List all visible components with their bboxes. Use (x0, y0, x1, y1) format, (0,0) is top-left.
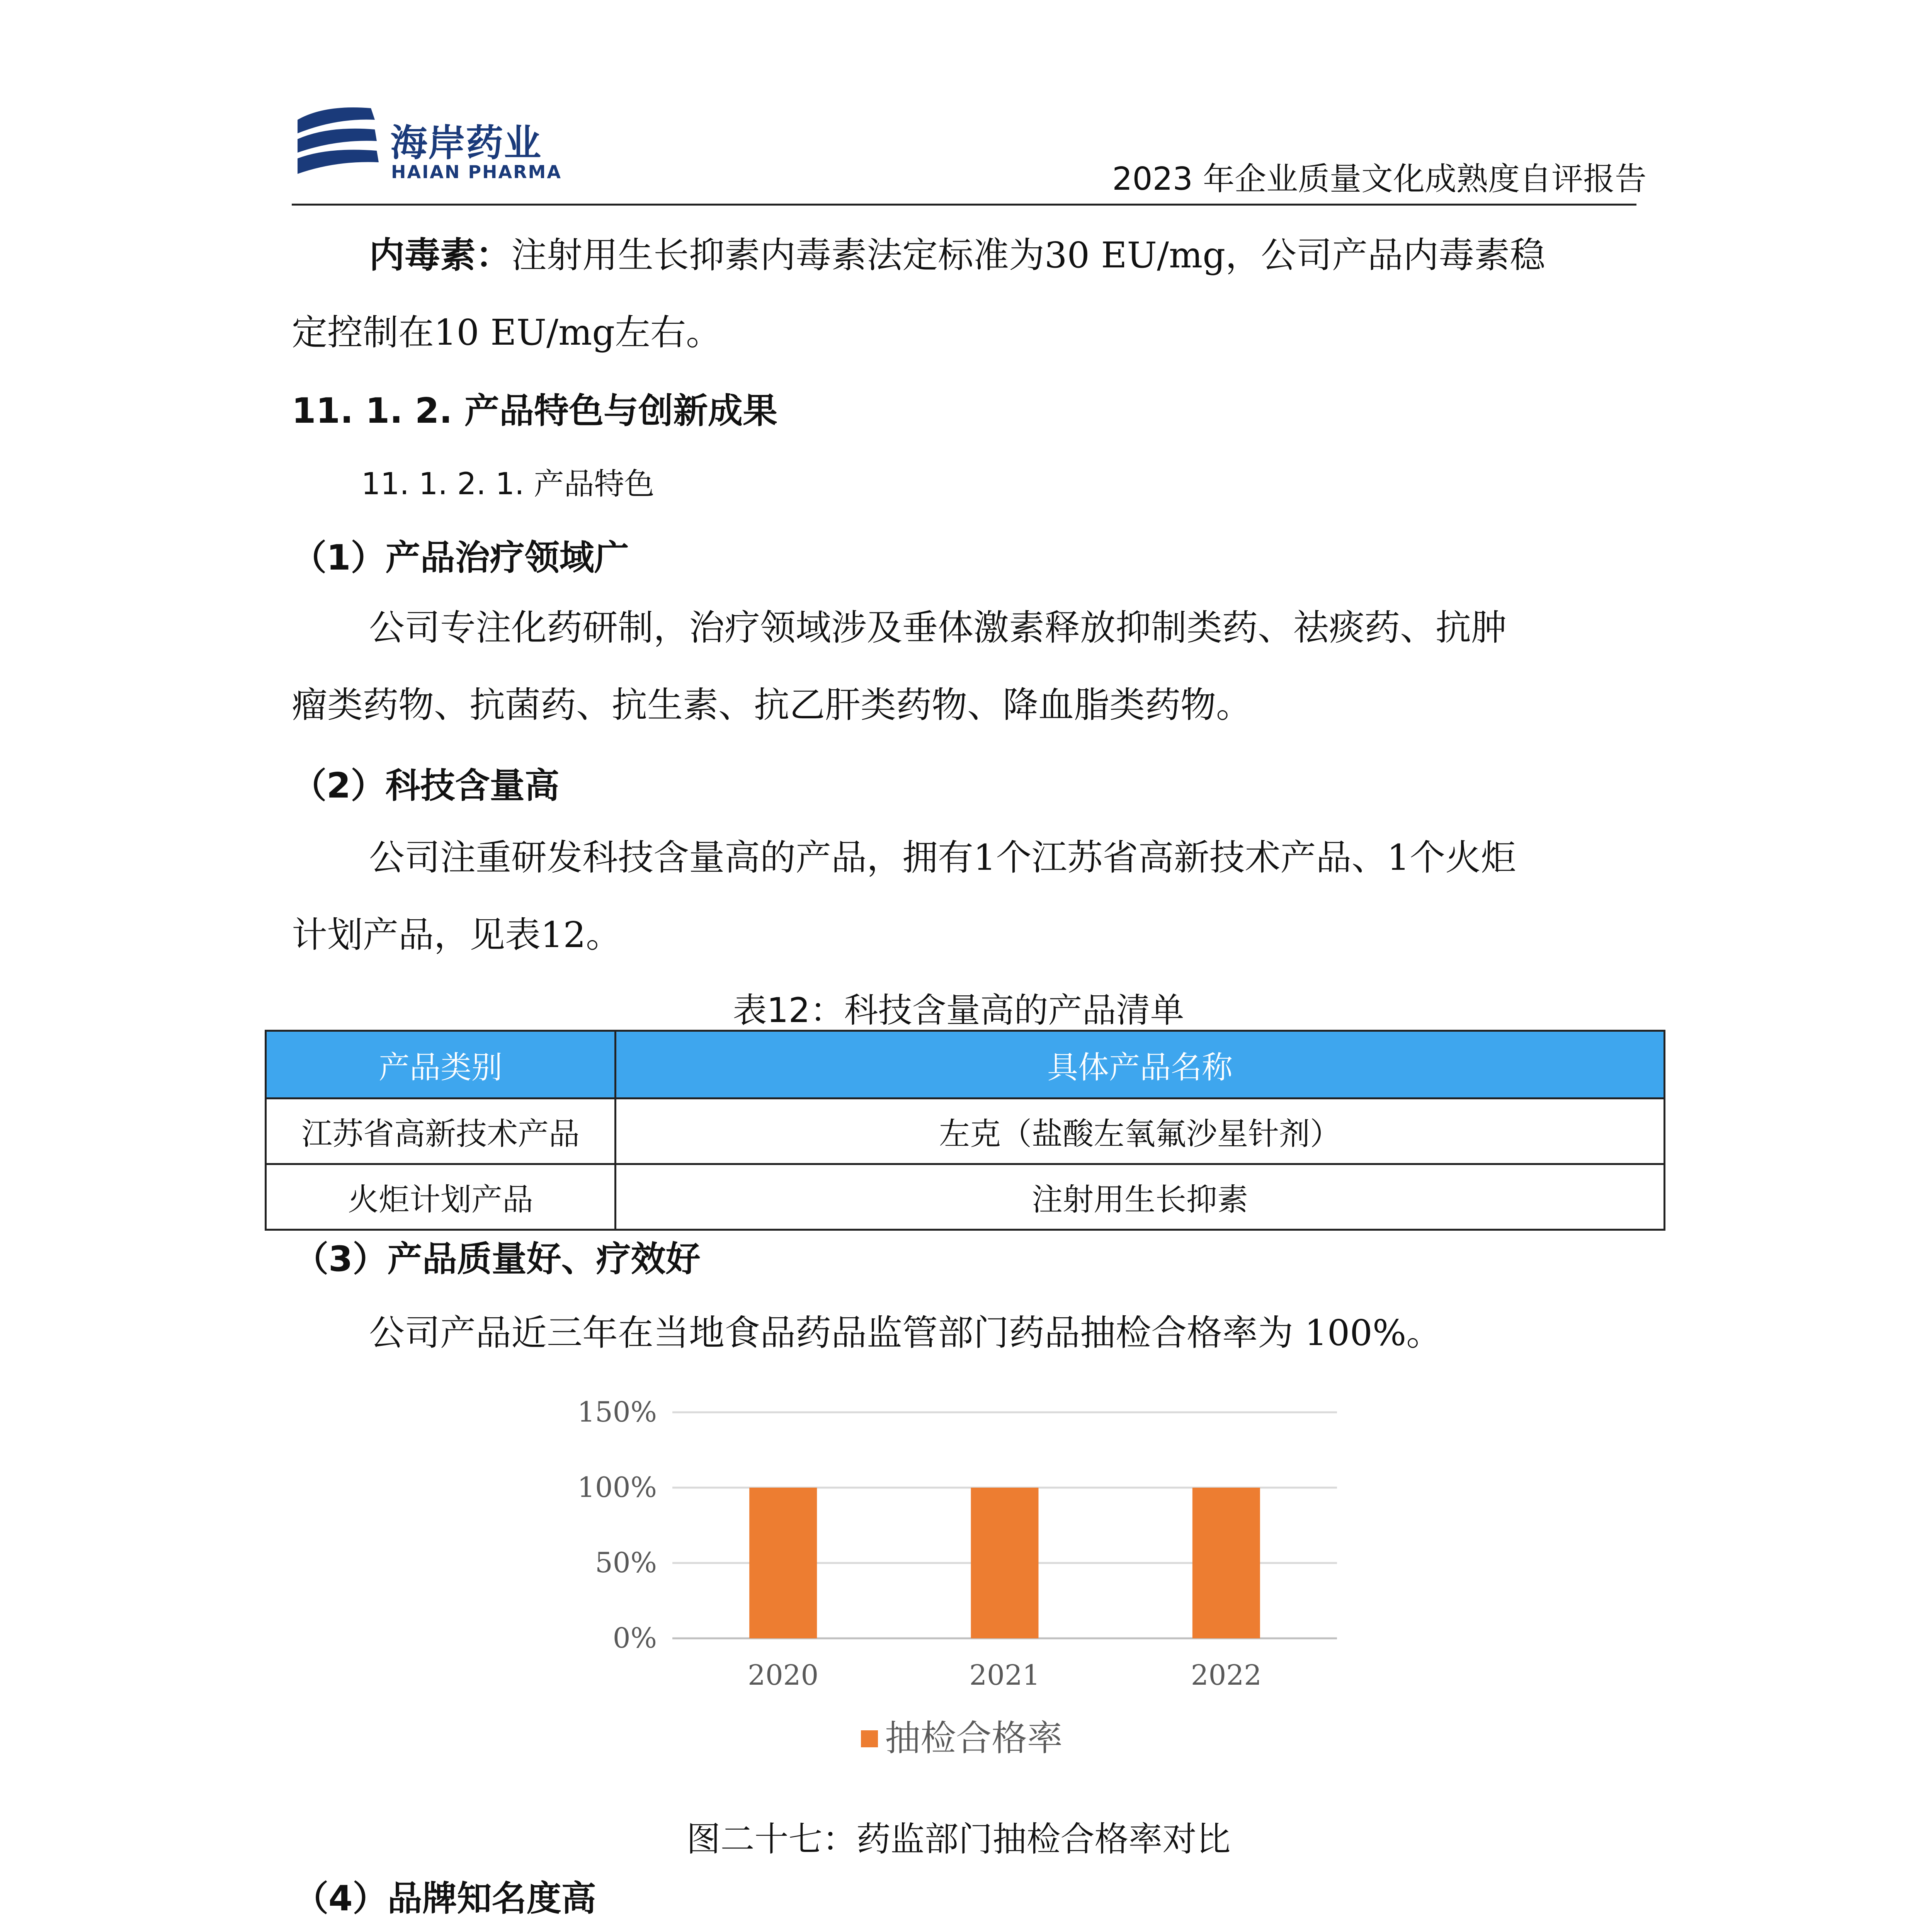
item-3-line1: 公司产品近三年在当地食品药品监管部门药品抽检合格率为 100%。 (369, 1312, 1442, 1354)
item-2-line2: 计划产品，见表12。 (292, 914, 622, 956)
bar-2021 (971, 1488, 1039, 1638)
subsection-heading-11-1-2-1: 11. 1. 2. 1. 产品特色 (361, 467, 655, 502)
table-12-cell: 注射用生长抑素 (616, 1164, 1665, 1230)
x-tick-label: 2021 (969, 1659, 1040, 1691)
bar-2020 (749, 1488, 817, 1638)
item-4-heading: （4）品牌知名度高 (294, 1878, 596, 1919)
y-tick-label: 50% (595, 1546, 657, 1579)
item-2-line1: 公司注重研发科技含量高的产品，拥有1个江苏省高新技术产品、1个火炬 (369, 837, 1517, 878)
table-12-cell: 火炬计划产品 (266, 1164, 616, 1230)
item-1-heading: （1）产品治疗领域广 (292, 537, 629, 578)
logo-english-name: HAIAN PHARMA (391, 162, 562, 182)
item-3-heading: （3）产品质量好、疗效好 (294, 1239, 701, 1279)
x-tick-label: 2020 (748, 1659, 819, 1691)
figure-27-caption: 图二十七：药监部门抽检合格率对比 (686, 1819, 1231, 1859)
y-tick-label: 0% (612, 1622, 657, 1654)
endotoxin-text-line1: 注射用生长抑素内毒素法定标准为30 EU/mg，公司产品内毒素稳 (511, 235, 1546, 276)
y-tick-label: 150% (577, 1396, 657, 1428)
x-tick-label: 2022 (1191, 1659, 1262, 1691)
table-12-cell: 左克（盐酸左氧氟沙星针剂） (616, 1099, 1665, 1164)
legend-swatch (861, 1730, 878, 1747)
item-2-heading: （2）科技含量高 (292, 765, 560, 806)
table-12-cell: 江苏省高新技术产品 (266, 1099, 616, 1164)
item-1-line1: 公司专注化药研制，治疗领域涉及垂体激素释放抑制类药、祛痰药、抗肿 (369, 607, 1507, 648)
y-tick-label: 100% (577, 1471, 657, 1503)
section-heading-11-1-2: 11. 1. 2. 产品特色与创新成果 (292, 391, 778, 431)
legend-label: 抽检合格率 (885, 1718, 1063, 1759)
logo-chinese-name: 海岸药业 (390, 121, 542, 165)
report-title: 2023 年企业质量文化成熟度自评报告 (1112, 161, 1647, 197)
item-1-line2: 瘤类药物、抗菌药、抗生素、抗乙肝类药物、降血脂类药物。 (292, 684, 1252, 726)
endotoxin-text-line2: 定控制在10 EU/mg左右。 (292, 312, 722, 353)
endotoxin-label: 内毒素： (369, 234, 512, 276)
bar-2022 (1192, 1488, 1260, 1638)
table-12-caption: 表12：科技含量高的产品清单 (733, 990, 1184, 1030)
table-12-header-name: 具体产品名称 (616, 1031, 1665, 1099)
table-12-header-category: 产品类别 (266, 1031, 616, 1099)
